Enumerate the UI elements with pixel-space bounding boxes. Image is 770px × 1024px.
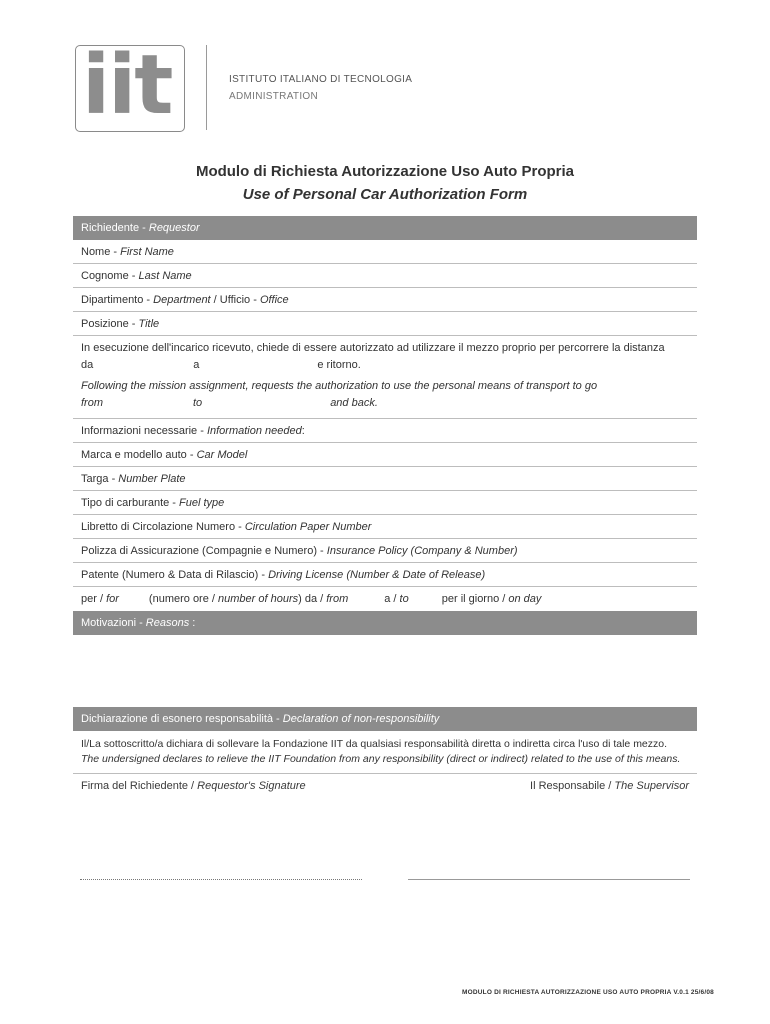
supervisor-signature-label: Il Responsabile / The Supervisor [530,780,689,792]
fuel-type-field[interactable]: Tipo di carburante - Fuel type [73,491,697,515]
supervisor-signature-line[interactable] [408,879,690,880]
form-title-italian: Modulo di Richiesta Autorizzazione Uso Auto Propria [195,163,575,180]
last-name-field[interactable]: Cognome - Last Name [73,264,697,288]
requestor-signature-label: Firma del Richiedente / Requestor's Signature [81,780,306,792]
car-model-field[interactable]: Marca e modello auto - Car Model [73,443,697,467]
mission-en-line2[interactable]: from to and back. [81,397,378,409]
number-plate-field[interactable]: Targa - Number Plate [73,467,697,491]
information-needed-label: Informazioni necessarie - Information needed: [73,419,697,443]
requestor-section-header: Richiedente - Requestor [73,216,697,240]
mission-it-line1: In esecuzione dell'incarico ricevuto, chiede di essere autorizzato ad utilizzare il mezzo proprio per percorrere la distanza [81,342,665,354]
iit-logo [75,45,185,132]
declaration-text [73,731,697,774]
driving-license-field[interactable]: Patente (Numero & Data di Rilascio) - Driving License (Number & Date of Release) [73,563,697,587]
signature-labels [73,774,697,798]
position-field[interactable]: Posizione - Title [73,312,697,336]
form-title-english: Use of Personal Car Authorization Form [242,186,528,203]
declaration-section-header: Dichiarazione di esonero responsabilità - Declaration of non-responsibility [73,707,697,731]
department-field[interactable]: Dipartimento - Department / Ufficio - Office [73,288,697,312]
reasons-input-area[interactable] [73,635,697,707]
first-name-field[interactable]: Nome - First Name [73,240,697,264]
hours-field[interactable]: per / for (numero ore / number of hours) da / from a / to per il giorno / on day [81,593,542,605]
mission-it-line2[interactable]: da a e ritorno. [81,359,361,371]
declaration-italian: Il/La sottoscritto/a dichiara di sollevare la Fondazione IIT da qualsiasi responsabilità diretta o indiretta circa l'uso di tale mezzo. [81,738,668,750]
logo-text: iit [82,45,172,132]
insurance-policy-field[interactable]: Polizza di Assicurazione (Compagnie e Numero) - Insurance Policy (Company & Number) [73,539,697,563]
institute-department: ADMINISTRATION [229,91,319,102]
mission-en-line1: Following the mission assignment, requests the authorization to use the personal means of transport to go [81,380,598,392]
mission-statement [73,336,697,419]
requestor-signature-line[interactable] [80,879,362,880]
institute-name: ISTITUTO ITALIANO DI TECNOLOGIA [229,74,413,85]
footer-version: MODULO DI RICHIESTA AUTORIZZAZIONE USO AUTO PROPRIA V.0.1 25/6/08 [462,989,714,996]
header-divider [206,45,207,130]
reasons-section-header: Motivazioni - Reasons : [73,611,697,635]
circulation-paper-field[interactable]: Libretto di Circolazione Numero - Circulation Paper Number [73,515,697,539]
authorization-form [73,216,697,798]
declaration-english: The undersigned declares to relieve the IIT Foundation from any responsibility (direct or indirect) related to the use of this means. [81,753,681,765]
